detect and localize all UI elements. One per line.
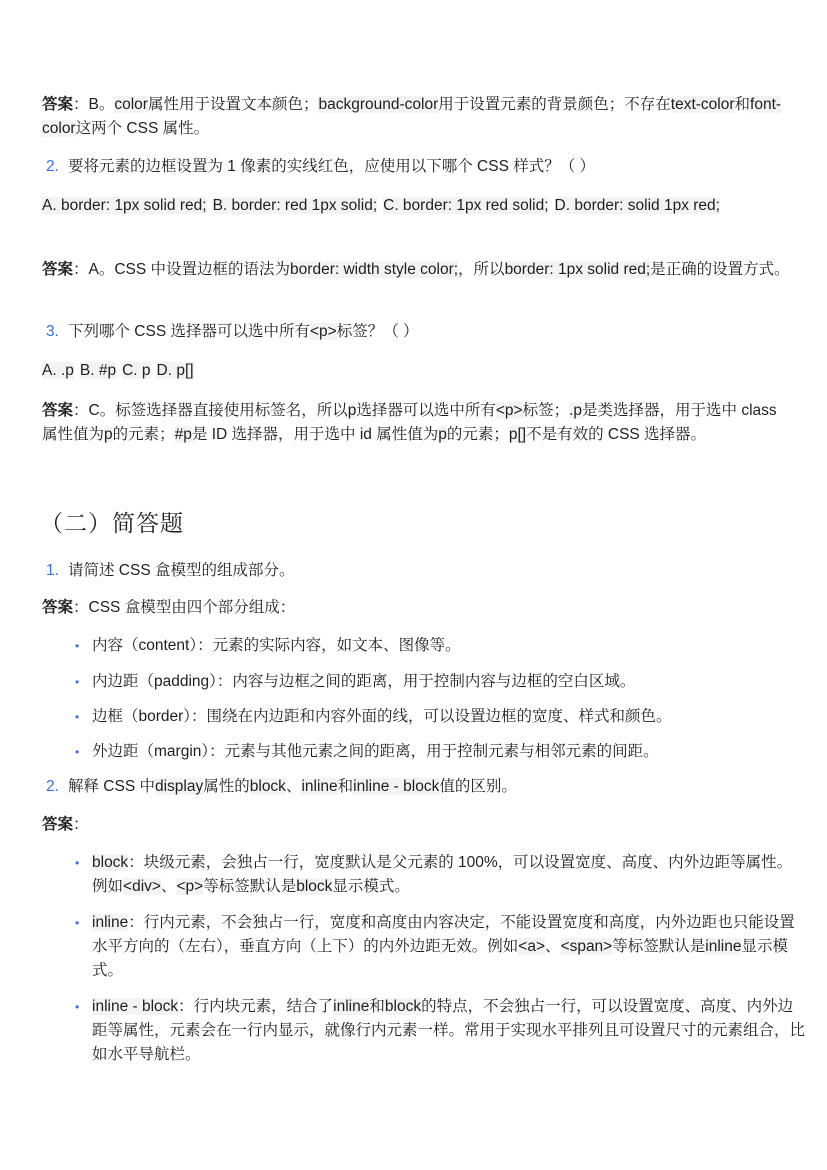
answer-label: 答案 <box>42 816 74 833</box>
option-c: C. border: 1px red solid; <box>383 197 549 214</box>
answer-label: 答案 <box>42 402 74 419</box>
option-b: B. #p <box>79 362 117 379</box>
bullet-icon: • <box>75 710 80 724</box>
option-a: A. border: 1px solid red; <box>42 197 207 214</box>
question-number: 3. <box>46 323 59 340</box>
q2-options <box>42 194 792 218</box>
list-item-inline: • inline：行内元素，不会独占一行，宽度和高度由内容决定，不能设置宽度和高度，内外边距也只能设置水平方向的（左右），垂直方向（上下）的内外边距无效。例如<a>、<span>等标签默认是inline显示模式。 <box>75 911 805 983</box>
code-background-color: background-color <box>318 96 439 113</box>
option-d: D. border: solid 1px red; <box>554 197 720 214</box>
option-c: C. p <box>122 362 151 379</box>
option-b: B. border: red 1px solid; <box>212 197 378 214</box>
sq2-answer: 答案： <box>42 816 89 833</box>
code-text-color: text-color <box>670 96 735 113</box>
bullet-icon: • <box>75 1000 80 1014</box>
bullet-icon: • <box>75 639 80 653</box>
code-color: color <box>114 96 148 113</box>
bullet-icon: • <box>75 745 80 759</box>
code-font-color: font-color <box>42 96 782 137</box>
bullet-icon: • <box>75 916 80 930</box>
answer-label: 答案 <box>42 599 74 616</box>
short-question-2: 2. 解释 CSS 中display属性的block、inline和inline - block值的区别。 <box>46 775 796 799</box>
bullet-icon: • <box>75 856 80 870</box>
list-item: • 内边距（padding）：内容与边框之间的距离，用于控制内容与边框的空白区域。 <box>75 670 805 694</box>
bullet-icon: • <box>75 675 80 689</box>
q2-answer: 答案：A。CSS 中设置边框的语法为border: width style color;，所以border: 1px solid red;是正确的设置方式。 <box>42 261 790 278</box>
question-3: 3. 下列哪个 CSS 选择器可以选中所有<p>标签？（ ） <box>46 320 796 344</box>
answer-label: 答案 <box>42 96 74 113</box>
list-item-inline-block: • inline - block：行内块元素，结合了inline和block的特点，不会独占一行，可以设置宽度、高度、内外边距等属性，元素会在一行内显示，就像行内元素一样。常用于实现水平排列且可设置尺寸的元素组合，比如水平导航栏。 <box>75 995 805 1067</box>
answer-label: 答案 <box>42 261 74 278</box>
sq1-answer: 答案：CSS 盒模型由四个部分组成： <box>42 599 296 616</box>
q3-answer: 答案：C。标签选择器直接使用标签名，所以p选择器可以选中所有<p>标签；.p是类选择器，用于选中 class 属性值为p的元素；#p是 ID 选择器，用于选中 id 属性值为p的元素；p[]不是有效的 CSS 选择器。 <box>42 402 777 443</box>
question-number: 2. <box>46 158 59 175</box>
option-a: A. .p <box>42 362 74 379</box>
q1-answer: 答案：B。color属性用于设置文本颜色；background-color用于设置元素的背景颜色；不存在text-color和font-color这两个 CSS 属性。 <box>42 96 782 137</box>
list-item: • 边框（border）：围绕在内边距和内容外面的线，可以设置边框的宽度、样式和颜色。 <box>75 705 805 729</box>
q3-options <box>42 359 792 383</box>
list-item: • 外边距（margin）：元素与其他元素之间的距离，用于控制元素与相邻元素的间距。 <box>75 740 805 764</box>
option-d: D. p[] <box>156 362 194 379</box>
question-2: 2. 要将元素的边框设置为 1 像素的实线红色，应使用以下哪个 CSS 样式？（ ） <box>46 155 796 179</box>
question-number: 1. <box>46 562 59 579</box>
list-item-block: • block：块级元素，会独占一行，宽度默认是父元素的 100%，可以设置宽度、高度、内外边距等属性。例如<div>、<p>等标签默认是block显示模式。 <box>75 851 805 899</box>
question-number: 2. <box>46 778 59 795</box>
section-title: （二）简答题 <box>40 510 184 536</box>
list-item: • 内容（content）：元素的实际内容，如文本、图像等。 <box>75 634 805 658</box>
short-question-1: 1. 请简述 CSS 盒模型的组成部分。 <box>46 559 796 583</box>
